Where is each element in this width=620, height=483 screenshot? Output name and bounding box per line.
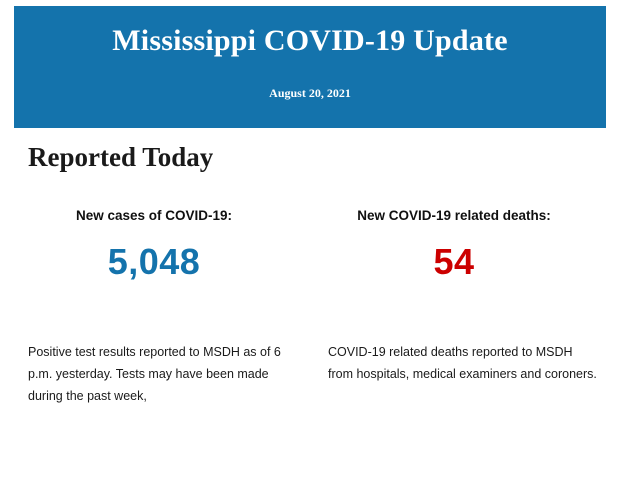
header-banner: [14, 6, 606, 128]
section-heading: Reported Today: [28, 142, 214, 172]
stat-block-new-deaths: [318, 208, 590, 283]
stat-value-new-cases: 5,048: [107, 241, 201, 282]
report-date: August 20, 2021: [269, 86, 351, 100]
page-title: Mississippi COVID-19 Update: [112, 24, 508, 57]
stat-label-new-deaths: New COVID-19 related deaths:: [357, 208, 551, 223]
stat-note-new-deaths: COVID-19 related deaths reported to MSDH from hospitals, medical examiners and coroners.: [328, 345, 597, 381]
stat-note-new-cases: Positive test results reported to MSDH as of 6 p.m. yesterday. Tests may have been made during the past week,: [28, 345, 281, 403]
stat-block-new-cases: [18, 208, 290, 283]
stat-label-new-cases: New cases of COVID-19:: [75, 208, 233, 223]
stat-value-new-deaths: 54: [433, 241, 475, 282]
